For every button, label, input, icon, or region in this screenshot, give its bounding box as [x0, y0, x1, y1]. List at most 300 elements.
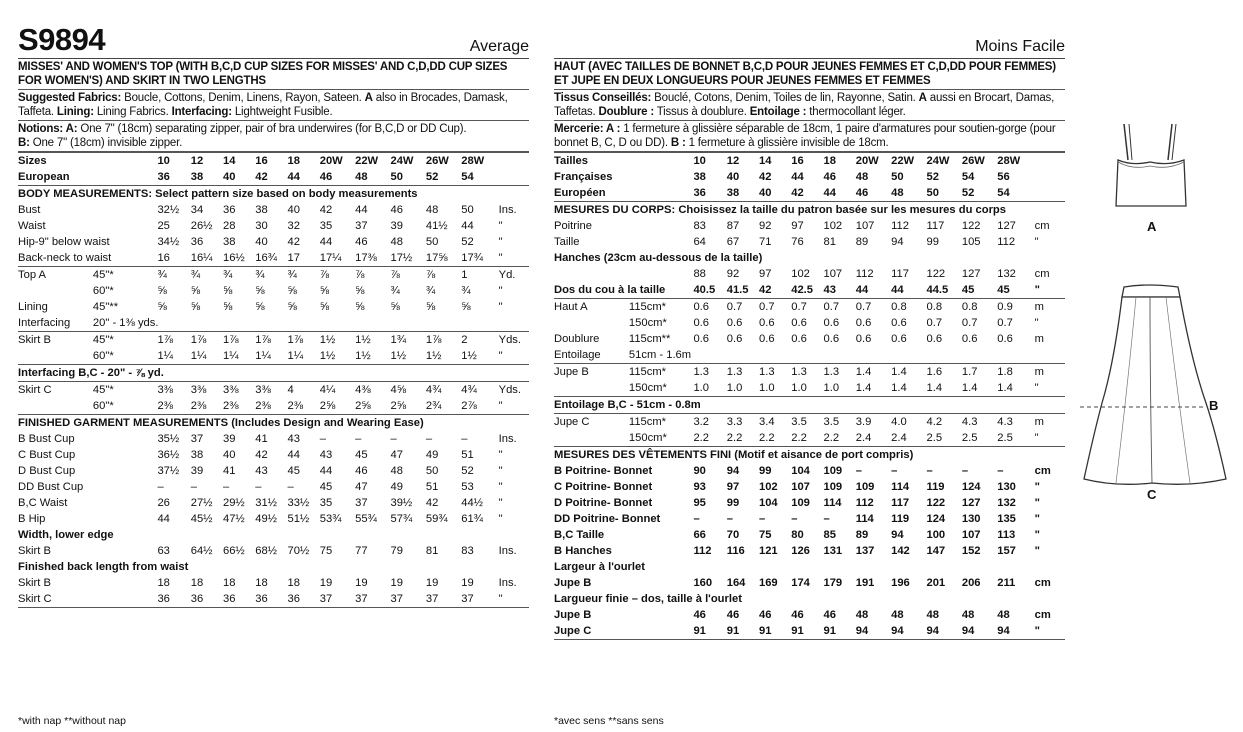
figure-label-a: A	[1147, 219, 1157, 234]
size-cell: 26W	[962, 153, 997, 170]
pattern-title: MISSES' AND WOMEN'S TOP (WITH B,C,D CUP SIZES FOR MISSES' AND C,D,DD CUP SIZES FOR WOMEN'S) AND SKIRT IN TWO LENGTHS	[18, 59, 529, 90]
unit-cell: "	[498, 465, 503, 477]
size-cell: 130	[997, 481, 1016, 493]
size-cell: 19	[425, 577, 439, 589]
size-cell: 36	[287, 591, 319, 608]
size-cell: 2.2	[791, 432, 807, 444]
fabric-width: 60"*	[92, 350, 114, 362]
size-cell: 0.6	[791, 317, 807, 329]
unit-cell: Yds.	[497, 382, 529, 399]
fabric-width: 115cm*	[629, 414, 694, 431]
size-cell: 1.4	[997, 382, 1013, 394]
row-label: Skirt C	[18, 382, 93, 399]
size-cell: 28	[222, 220, 236, 232]
size-cell: 99	[758, 465, 772, 477]
figure-label-c: C	[1147, 487, 1157, 502]
size-cell: 79	[390, 545, 403, 557]
size-cell: 94	[891, 529, 904, 541]
size-cell: 102	[823, 220, 843, 232]
fabric-width: 45"*	[93, 267, 158, 284]
size-cell: 12	[727, 153, 759, 170]
unit-cell: Ins.	[498, 545, 517, 557]
size-cell: 1.0	[693, 382, 709, 394]
size-cell: 2.2	[823, 432, 840, 444]
size-cell: ¾	[157, 267, 190, 284]
size-cell: 36	[157, 171, 170, 183]
size-cell: 57¾	[390, 513, 413, 525]
size-cell: 38	[693, 171, 706, 183]
size-cell: 0.7	[856, 299, 891, 316]
size-cell: 0.6	[791, 333, 807, 345]
size-cell: 2⅝	[355, 400, 371, 412]
size-cell: 70	[726, 529, 740, 541]
fabric-width	[93, 543, 158, 559]
size-cell: 38	[222, 236, 236, 248]
size-cell: 137	[855, 545, 875, 557]
size-cell	[157, 315, 190, 332]
row-label: B,C Waist	[18, 497, 68, 509]
size-cell: 53¾	[319, 513, 342, 525]
table-row	[18, 218, 529, 234]
notions-b-text: One 7" (18cm) invisible zipper.	[29, 137, 183, 149]
size-cell: 68½	[255, 545, 278, 557]
size-cell: 12	[191, 153, 223, 170]
size-cell: 18	[287, 577, 300, 589]
size-cell: 196	[891, 577, 910, 589]
size-cell: 10	[693, 153, 726, 170]
size-cell: 201	[926, 577, 946, 589]
section-heading: Largeur à l'ourlet	[554, 561, 645, 573]
size-cell: –	[190, 481, 197, 493]
size-cell: 16¼	[190, 252, 213, 264]
size-cell: 4¾	[426, 382, 461, 399]
table-row	[18, 186, 529, 203]
size-cell: 40	[726, 171, 740, 183]
unit-cell: Ins.	[498, 577, 517, 589]
notions-b-text-fr: 1 fermeture à glissière invisible de 18cm.	[685, 137, 889, 149]
size-cell: 48	[425, 204, 439, 216]
size-cell: ¾	[461, 285, 471, 297]
table-row	[18, 332, 529, 349]
size-cell: 4¼	[320, 382, 355, 399]
fabric-width	[629, 623, 694, 640]
size-cell: 14	[223, 153, 255, 170]
lining-label-fr: Doublure :	[598, 106, 654, 118]
size-cell: 2⅝	[319, 400, 336, 412]
size-cell: 22W	[355, 153, 390, 170]
size-cell: 0.6	[693, 317, 709, 329]
unit-cell: "	[498, 449, 503, 461]
interfacing-label-fr: Entoilage :	[749, 106, 807, 118]
size-cell: 112	[891, 220, 909, 232]
fabric-width: 45"*	[93, 332, 158, 349]
size-cell: 1.4	[891, 364, 926, 381]
fabrics-a-label: A	[364, 92, 373, 104]
size-cell: 42	[255, 171, 268, 183]
size-cell: 51½	[287, 513, 310, 525]
size-cell	[791, 347, 823, 364]
size-cell: 0.7	[926, 317, 943, 329]
notions-fr	[554, 121, 1065, 152]
table-row	[18, 283, 529, 299]
row-label: B Bust Cup	[18, 433, 75, 445]
unit-cell: Yd.	[497, 267, 529, 284]
size-cell: 0.6	[823, 317, 840, 329]
table-row	[18, 447, 529, 463]
size-cell: ¾	[287, 267, 319, 284]
section-heading: MESURES DU CORPS: Choisissez la taille du patron basée sur les mesures du corps	[554, 202, 1065, 219]
size-cell: 50	[891, 171, 904, 183]
size-cell: 0.6	[726, 333, 743, 345]
row-label: Top A	[18, 267, 93, 284]
size-cell: 2.2	[693, 432, 709, 444]
size-cell: 14	[759, 153, 791, 170]
row-label: Bust	[18, 204, 41, 216]
size-cell: ⅝	[355, 301, 365, 313]
row-label: Haut A	[554, 299, 629, 316]
size-cell: 36	[157, 591, 190, 608]
table-row	[554, 185, 1065, 202]
row-label: Jupe B	[554, 364, 629, 381]
notions-a-label: A:	[63, 123, 78, 135]
size-cell: 52	[961, 187, 975, 199]
size-cell: ⅝	[287, 285, 297, 297]
size-cell: 17½	[390, 252, 413, 264]
size-cell: 67	[726, 236, 740, 248]
size-cell: 122	[926, 497, 946, 509]
size-cell: 2.5	[997, 432, 1013, 444]
unit-cell: Ins.	[498, 433, 517, 445]
size-cell: 109	[855, 481, 875, 493]
size-cell	[891, 347, 926, 364]
size-cell: 35	[319, 220, 333, 232]
section-heading: Hanches (23cm au-dessous de la taille)	[554, 252, 763, 264]
size-cell: ¾	[223, 267, 255, 284]
size-cell: 46	[758, 609, 772, 621]
fabrics-text-fr: Bouclé, Cotons, Denim, Toiles de lin, Rayonne, Satin.	[651, 92, 919, 104]
unit-cell: "	[498, 400, 503, 412]
row-label: Jupe B	[554, 609, 592, 621]
size-cell: 112	[855, 497, 874, 509]
unit-cell: "	[1034, 317, 1039, 329]
size-cell: 44	[287, 171, 300, 183]
footnote-fr: *avec sens **sans sens	[554, 715, 664, 727]
size-cell: 27½	[190, 497, 213, 509]
size-cell: 102	[791, 268, 810, 280]
table-row	[18, 169, 529, 186]
size-cell: 76	[791, 236, 804, 248]
size-cell: 1⅞	[426, 332, 461, 349]
size-cell: 35½	[157, 433, 180, 445]
row-label: Skirt C	[18, 591, 93, 608]
size-cell: 56	[997, 171, 1010, 183]
fabrics-label-fr: Tissus Conseillés:	[554, 92, 652, 104]
size-cell: 1⅞	[287, 332, 319, 349]
unit-cell: cm	[1034, 465, 1051, 477]
notions-a-text-fr: 1 fermeture à glissière séparable de 18cm, 1 paire d'armatures pour soutien-gorge (pour bonnet B, C, D ou DD).	[554, 123, 1056, 149]
size-cell: 42	[791, 187, 804, 199]
fabric-width	[93, 153, 158, 170]
size-cell: 33½	[287, 497, 310, 509]
skirt-bc-illustration	[1080, 283, 1230, 493]
size-cell: 104	[758, 497, 778, 509]
table-row	[18, 575, 529, 591]
size-cell: 19	[319, 577, 333, 589]
size-cell: 26	[157, 497, 170, 509]
size-cell: –	[461, 433, 468, 445]
size-cell: 45	[319, 481, 333, 493]
size-cell: 1½	[425, 350, 442, 362]
size-cell: 24W	[926, 153, 961, 170]
size-cell: 1.0	[791, 382, 807, 394]
size-cell: 37	[190, 433, 204, 445]
fabric-width: 150cm*	[628, 382, 667, 394]
size-cell: 211	[997, 577, 1016, 589]
size-cell: 114	[855, 513, 874, 525]
unit-cell: m	[1033, 299, 1065, 316]
section-heading: Finished back length from waist	[18, 561, 189, 573]
size-cell: 1	[461, 267, 496, 284]
size-cell: 2⅜	[157, 400, 173, 412]
unit-cell: "	[498, 285, 503, 297]
size-cell: 37	[426, 591, 461, 608]
size-cell: 191	[855, 577, 875, 589]
table-row	[554, 543, 1065, 559]
size-cell: 0.6	[997, 333, 1013, 345]
size-cell: 40	[287, 204, 300, 216]
size-cell: –	[287, 481, 294, 493]
size-cell: 1.3	[791, 364, 823, 381]
table-row	[18, 250, 529, 267]
size-cell: 77	[355, 545, 368, 557]
size-cell	[355, 315, 390, 332]
fabric-width	[93, 511, 158, 527]
table-row	[18, 511, 529, 527]
fabric-width	[629, 543, 694, 559]
size-cell: ⅝	[461, 301, 471, 313]
size-cell	[926, 347, 961, 364]
fabrics-text: Boucle, Cottons, Denim, Linens, Rayon, Sateen.	[121, 92, 365, 104]
size-cell	[727, 347, 759, 364]
size-cell: 0.8	[926, 299, 961, 316]
size-cell: 94	[891, 623, 926, 640]
size-cell: 94	[962, 623, 997, 640]
row-label: Doublure	[554, 333, 600, 345]
size-cell: ⅞	[426, 267, 461, 284]
size-cell: 124	[961, 481, 981, 493]
size-cell: 127	[961, 497, 981, 509]
size-cell: 0.7	[961, 317, 978, 329]
size-cell: 1½	[355, 332, 390, 349]
size-cell: 132	[997, 268, 1016, 280]
size-cell: 94	[891, 236, 904, 248]
size-cell: 34	[190, 204, 204, 216]
size-cell: 45	[961, 284, 975, 296]
row-label: Interfacing	[18, 317, 71, 329]
size-cell: 1.0	[726, 382, 743, 394]
size-cell: –	[222, 481, 230, 493]
size-cell: 32	[287, 220, 300, 232]
unit-cell: "	[498, 252, 503, 264]
size-cell: 114	[891, 481, 910, 493]
size-cell: 42	[287, 236, 300, 248]
size-cell: –	[926, 465, 933, 477]
size-cell: 2⅜	[222, 400, 239, 412]
size-cell: 90	[693, 465, 706, 477]
size-cell: 75	[758, 529, 772, 541]
size-cell: 39	[222, 433, 236, 445]
size-cell: 48	[926, 609, 939, 621]
size-cell	[856, 347, 891, 364]
size-cell: 132	[997, 497, 1016, 509]
row-label: B Hanches	[554, 545, 612, 557]
table-row	[554, 527, 1065, 543]
size-cell: 48	[891, 187, 904, 199]
unit-cell: "	[1034, 284, 1040, 296]
size-cell: 0.8	[962, 299, 997, 316]
fabric-width: 45"*	[93, 382, 158, 399]
size-cell: 0.7	[759, 299, 791, 316]
section-heading: Entoilage B,C - 51cm - 0.8m	[554, 397, 1065, 414]
size-cell: 0.6	[891, 317, 907, 329]
size-cell: 92	[726, 268, 740, 280]
size-cell: 54	[997, 187, 1010, 199]
size-cell: 38	[190, 171, 204, 183]
size-cell: 44	[355, 204, 368, 216]
size-cell: 1.0	[823, 382, 840, 394]
size-cell: 52	[461, 465, 474, 477]
size-cell: 37	[390, 591, 425, 608]
fabric-width: 150cm*	[628, 432, 667, 444]
unit-cell: "	[1034, 481, 1040, 493]
size-cell: 63	[157, 545, 170, 557]
size-cell: 119	[926, 481, 945, 493]
english-header	[18, 22, 529, 59]
size-cell: 42	[425, 497, 439, 509]
french-column	[554, 22, 1065, 640]
table-row	[554, 202, 1065, 219]
size-cell: 16¾	[255, 252, 278, 264]
size-cell: 0.9	[997, 299, 1032, 316]
table-row	[18, 463, 529, 479]
size-cell: 37½	[157, 465, 180, 477]
size-cell: 114	[823, 497, 842, 509]
table-row	[18, 415, 529, 432]
size-cell: 117	[891, 268, 909, 280]
lining-text: Lining Fabrics.	[93, 106, 172, 118]
interfacing-text: Lightweight Fusible.	[231, 106, 333, 118]
size-cell: 59¾	[425, 513, 448, 525]
size-cell: 41.5	[726, 284, 749, 296]
size-cell: 121	[758, 545, 778, 557]
table-row	[18, 398, 529, 415]
size-cell: 26W	[426, 153, 461, 170]
size-cell: 94	[997, 623, 1032, 640]
size-cell: 119	[891, 513, 910, 525]
size-cell: 83	[693, 220, 706, 232]
size-cell: ⅝	[157, 301, 167, 313]
unit-cell: "	[498, 236, 503, 248]
size-cell: 46	[390, 204, 403, 216]
size-cell: 4.3	[962, 414, 997, 431]
size-cell: 50	[425, 236, 439, 248]
table-row	[554, 511, 1065, 527]
size-cell	[962, 347, 997, 364]
size-cell: 91	[727, 623, 759, 640]
size-cell: 2.5	[961, 432, 978, 444]
notions	[18, 121, 529, 152]
size-cell: 130	[961, 513, 981, 525]
table-row	[18, 479, 529, 495]
size-cell: 1.4	[926, 382, 943, 394]
notions-a-label-fr: A :	[603, 123, 621, 135]
table-row	[554, 315, 1065, 331]
table-row	[554, 559, 1065, 575]
size-cell: 1⅞	[191, 332, 223, 349]
size-cell: ⅝	[355, 285, 365, 297]
size-cell: 1½	[319, 350, 336, 362]
size-cell: 81	[823, 236, 836, 248]
unit-cell	[497, 153, 529, 170]
size-cell: 4¾	[461, 382, 496, 399]
table-row	[554, 623, 1065, 640]
size-cell: 93	[693, 481, 706, 493]
difficulty-level-fr: Moins Facile	[975, 38, 1065, 55]
size-cell: ¾	[255, 267, 287, 284]
size-cell: 113	[997, 529, 1016, 541]
size-cell: 46	[855, 187, 869, 199]
table-row	[18, 591, 529, 608]
pattern-title-fr: HAUT (AVEC TAILLES DE BONNET B,C,D POUR JEUNES FEMMES ET C,D,DD POUR FEMMES) ET JUPE EN DEUX LONGUEURS POUR JEUNES FEMMES ET FEMMES	[554, 59, 1065, 90]
size-cell: 4.0	[891, 414, 926, 431]
size-cell: 126	[791, 545, 810, 557]
size-cell: 2.4	[855, 432, 872, 444]
size-cell: 48	[855, 171, 869, 183]
size-cell: 17¼	[319, 252, 342, 264]
size-cell: 0.6	[693, 299, 726, 316]
size-cell: 4	[287, 382, 319, 399]
size-cell: 117	[926, 220, 945, 232]
size-cell: 45	[997, 284, 1010, 296]
unit-cell: cm	[1034, 220, 1050, 232]
table-row	[554, 463, 1065, 479]
unit-cell: "	[1034, 497, 1040, 509]
size-cell: 28W	[461, 153, 496, 170]
size-cell: 45½	[190, 513, 213, 525]
size-cell: 127	[961, 268, 981, 280]
unit-cell: m	[1033, 364, 1065, 381]
table-row	[554, 607, 1065, 623]
size-cell: 49	[390, 481, 403, 493]
size-cell: 10	[157, 153, 190, 170]
table-row	[18, 234, 529, 250]
size-cell: 1.4	[856, 364, 891, 381]
lining-text-fr: Tissus à doublure.	[653, 106, 750, 118]
size-cell: 131	[823, 545, 843, 557]
size-cell: –	[791, 513, 798, 525]
section-heading: Interfacing B,C - 20" - ⅞ yd.	[18, 365, 529, 382]
unit-cell: cm	[1034, 609, 1051, 621]
size-cell: 39	[190, 465, 204, 477]
size-cell: –	[855, 465, 862, 477]
size-cell: 31½	[255, 497, 278, 509]
size-cell: 19	[355, 577, 368, 589]
size-cell: 2⅜	[287, 400, 304, 412]
row-label: Lining	[18, 301, 48, 313]
size-cell: 46	[823, 609, 836, 621]
interfacing-text-fr: thermocollant léger.	[806, 106, 906, 118]
size-cell: 54	[461, 171, 474, 183]
